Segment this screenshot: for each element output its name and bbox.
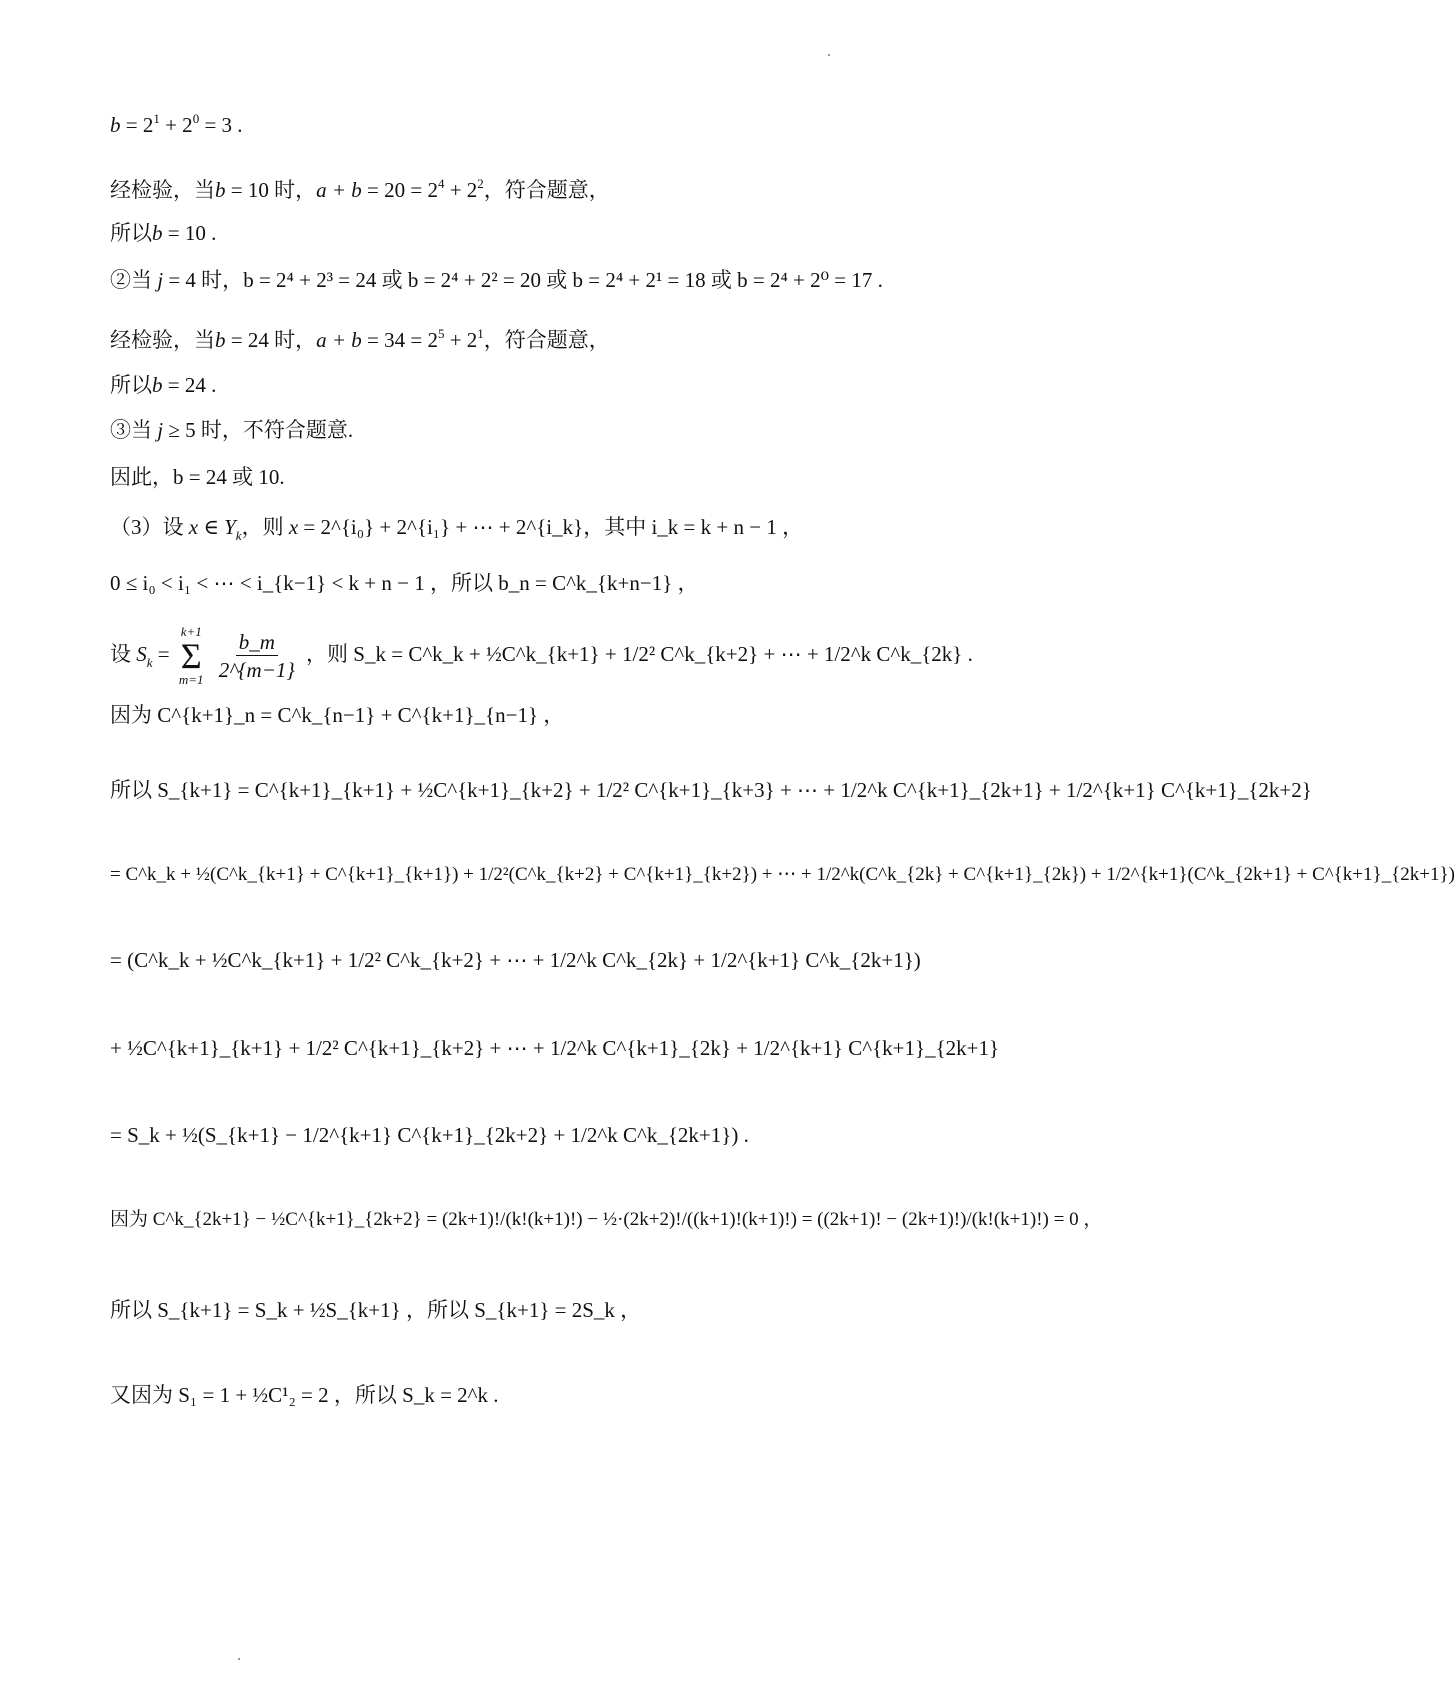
text: ≥ 5 时，不符合题意.: [163, 418, 354, 442]
var-b: b: [152, 373, 163, 397]
line-2: [110, 175, 610, 205]
line-9: [110, 512, 803, 542]
scan-dot-top: [828, 54, 830, 56]
text: = 4 时，: [163, 268, 244, 292]
line-18: 因为 C^k_{2k+1} − ½C^{k+1}_{2k+2} = (2k+1)!/(k!(k+1)!) − ½·(2k+2)!/((k+1)!(k+1)!) = ((2k+1)! − (2k+1)!)/(k!(k+1)!) = 0 ，: [110, 1209, 1103, 1230]
exp: 1: [153, 111, 160, 126]
text: b = 2⁴ + 2³ = 24 或 b = 2⁴ + 2² = 20 或 b = 2⁴ + 2¹ = 18 或 b = 2⁴ + 2⁰ = 17 .: [243, 268, 883, 292]
var-b: b: [152, 221, 163, 245]
var-ab: a + b: [316, 328, 362, 352]
text: ，则: [241, 515, 289, 539]
text: = 24 .: [162, 373, 217, 397]
line-10: 0 ≤ i₀ < i₁ < ⋯ < i_{k−1} < k + n − 1 ，所以 b_n = C^k_{k+n−1} ，: [110, 571, 699, 595]
text: = 24 时，: [225, 328, 317, 352]
line-3: [110, 218, 216, 248]
text: 所以: [110, 373, 152, 397]
text: = 2: [120, 113, 154, 137]
sub: k: [235, 528, 242, 543]
fraction: [216, 629, 298, 684]
text: =: [152, 641, 175, 666]
var-j: j: [157, 418, 164, 442]
line-8: 因此，b = 24 或 10.: [110, 465, 285, 489]
line-4: [110, 265, 883, 295]
var-x: x: [288, 515, 299, 539]
exp: 5: [437, 326, 445, 341]
text: + 2: [444, 328, 478, 352]
numerator: b_m: [236, 629, 278, 656]
line-14: = C^k_k + ½(C^k_{k+1} + C^{k+1}_{k+1}) + 1/2²(C^k_{k+2} + C^{k+1}_{k+2}) + ⋯ + 1/2^k(C^k_{2k} + C^{k+1}_{2k}) + 1/2^{k+1}(C^k_{2k+1} + C^{k+1}_{2k+1}): [110, 864, 1455, 885]
var-ab: a + b: [316, 178, 362, 202]
text: ，其中 i_k = k + n − 1 ，: [583, 515, 804, 539]
denominator: 2^{m−1}: [218, 657, 295, 682]
exp: 0: [192, 111, 200, 126]
sub: k: [146, 654, 153, 670]
line-13: 所以 S_{k+1} = C^{k+1}_{k+1} + ½C^{k+1}_{k+2} + 1/2² C^{k+1}_{k+3} + ⋯ + 1/2^k C^{k+1}_{2k+1} + 1/2^{k+1} C^{k+1}_{2k+2}: [110, 778, 1312, 802]
var-b: b: [110, 113, 121, 137]
text: ②当: [110, 268, 158, 292]
line-15: = (C^k_k + ½C^k_{k+1} + 1/2² C^k_{k+2} + ⋯ + 1/2^k C^k_{2k} + 1/2^{k+1} C^k_{2k+1}): [110, 948, 921, 972]
var-x: x ∈ Y: [188, 515, 236, 539]
line-17: = S_k + ½(S_{k+1} − 1/2^{k+1} C^{k+1}_{2k+2} + 1/2^k C^k_{2k+1}) .: [110, 1123, 749, 1147]
var-j: j: [157, 268, 164, 292]
text: + 2: [159, 113, 193, 137]
line-7: [110, 415, 353, 445]
sum-lower: m=1: [178, 672, 204, 687]
text: = 10 .: [162, 221, 217, 245]
text: = 2^{i₀} + 2^{i₁} + ⋯ + 2^{i_k}: [298, 515, 584, 539]
line-5: [110, 325, 610, 355]
text: ，符合题意，: [483, 178, 610, 202]
exp: 4: [437, 176, 445, 191]
text: ，符合题意，: [483, 328, 610, 352]
line-19: 所以 S_{k+1} = S_k + ½S_{k+1} ，所以 S_{k+1} = 2S_k ，: [110, 1298, 642, 1322]
var-b: b: [215, 328, 226, 352]
text: ③当: [110, 418, 158, 442]
var-s: S: [136, 641, 147, 666]
text: （3）设: [110, 515, 189, 539]
text: = 34 = 2: [361, 328, 438, 352]
line-12: 因为 C^{k+1}_n = C^k_{n−1} + C^{k+1}_{n−1} ，: [110, 703, 565, 727]
text: 经检验，当: [110, 178, 215, 202]
line-16: + ½C^{k+1}_{k+1} + 1/2² C^{k+1}_{k+2} + ⋯ + 1/2^k C^{k+1}_{2k} + 1/2^{k+1} C^{k+1}_{2k+1}: [110, 1036, 1000, 1060]
sum-upper: k+1: [180, 624, 202, 639]
sigma: Σ: [180, 636, 202, 676]
text: ，则 S_k = C^k_k + ½C^k_{k+1} + 1/2² C^k_{k+2} + ⋯ + 1/2^k C^k_{2k} .: [306, 641, 973, 666]
exp: 1: [477, 326, 484, 341]
line-6: [110, 370, 216, 400]
text: 设: [110, 641, 137, 666]
text: + 2: [444, 178, 478, 202]
text: = 10 时，: [225, 178, 317, 202]
var-b: b: [215, 178, 226, 202]
scan-dot-bottom: [238, 1658, 240, 1660]
text: 经检验，当: [110, 328, 215, 352]
text: = 20 = 2: [361, 178, 438, 202]
text: = 3 .: [199, 113, 243, 137]
summation: [179, 625, 204, 687]
text: 所以: [110, 221, 152, 245]
line-20: 又因为 S₁ = 1 + ½C¹₂ = 2 ，所以 S_k = 2^k .: [110, 1383, 499, 1407]
exp: 2: [477, 176, 484, 191]
line-1: [110, 110, 243, 140]
line-11: [110, 625, 973, 687]
